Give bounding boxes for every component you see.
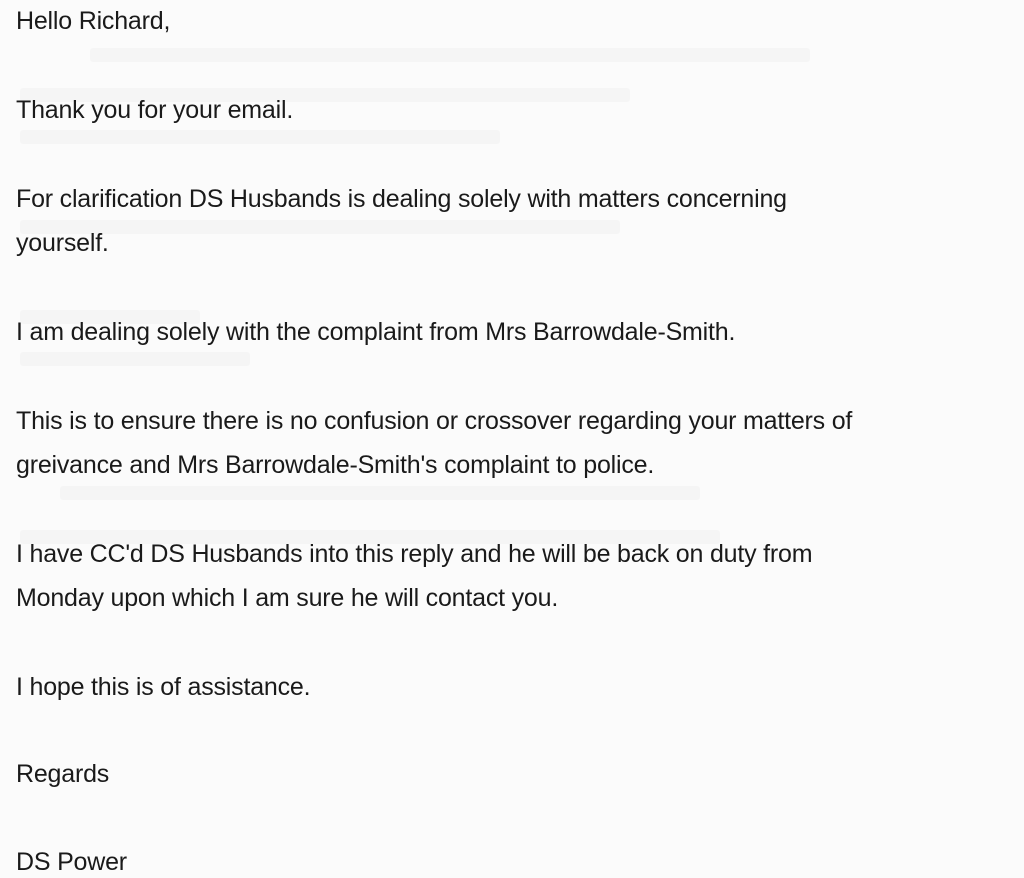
paragraph-thanks: Thank you for your email.: [16, 96, 294, 124]
paragraph-ensure-line-2: greivance and Mrs Barrowdale-Smith's complaint to police.: [16, 451, 655, 479]
paragraph-cc-line-2: Monday upon which I am sure he will contact you.: [16, 584, 559, 612]
greeting: Hello Richard,: [16, 7, 171, 35]
paragraph-clarification-line-1: For clarification DS Husbands is dealing solely with matters concerning: [16, 185, 787, 213]
paragraph-ensure-line-1: This is to ensure there is no confusion or crossover regarding your matters of: [16, 407, 853, 435]
paragraph-clarification-line-2: yourself.: [16, 229, 109, 257]
paragraph-complaint: I am dealing solely with the complaint from Mrs Barrowdale-Smith.: [16, 318, 736, 346]
sign-off: Regards: [16, 760, 110, 788]
signature: DS Power: [16, 848, 127, 876]
paragraph-assistance: I hope this is of assistance.: [16, 673, 311, 701]
paragraph-cc-line-1: I have CC'd DS Husbands into this reply and he will be back on duty from: [16, 540, 813, 568]
